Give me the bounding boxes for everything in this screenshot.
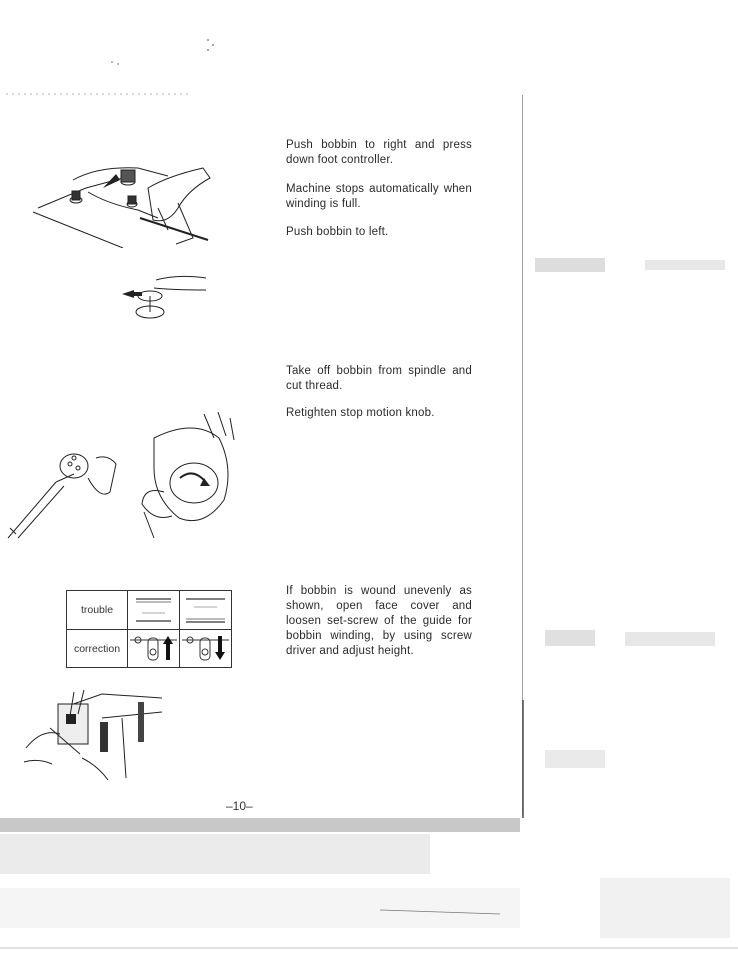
- trouble-cell-1: [128, 591, 180, 629]
- scan-noise-bottom: [0, 818, 738, 954]
- uneven-bobbin-bottom-icon: [180, 591, 231, 629]
- illustration-adjust-guide: [22, 688, 168, 780]
- instruction-uneven-winding: If bobbin is wound unevenly as shown, open face cover and loosen set-screw of the guide for bobbin winding, by using screw driver and adjust height.: [286, 585, 472, 657]
- correction-cell-2: [180, 630, 231, 668]
- instruction-push-left: Push bobbin to left.: [286, 226, 389, 238]
- scan-margin-line-bold: [522, 700, 524, 818]
- illustration-bobbin-winding: [28, 148, 228, 248]
- guide-lower-icon: [180, 630, 231, 668]
- trouble-label: trouble: [67, 591, 128, 629]
- instruction-take-off-bobbin: Take off bobbin from spindle and cut thread.: [286, 365, 472, 392]
- illustration-cut-thread: [4, 408, 240, 540]
- correction-row: [67, 630, 231, 668]
- scan-noise-top: [0, 0, 250, 110]
- illustration-push-bobbin-left: [118, 270, 218, 330]
- uneven-bobbin-top-icon: [128, 591, 179, 629]
- trouble-cell-2: [180, 591, 231, 629]
- correction-label: correction: [67, 630, 128, 668]
- correction-cell-1: [128, 630, 180, 668]
- instruction-machine-stops: Machine stops automatically when winding is full.: [286, 183, 472, 210]
- trouble-correction-table: [66, 590, 232, 668]
- instruction-push-right: Push bobbin to right and press down foot controller.: [286, 139, 472, 166]
- trouble-row: [67, 591, 231, 630]
- guide-raise-icon: [128, 630, 179, 668]
- scan-noise-right: [525, 230, 735, 830]
- page-number: –10–: [226, 799, 253, 813]
- instruction-retighten-knob: Retighten stop motion knob.: [286, 407, 435, 419]
